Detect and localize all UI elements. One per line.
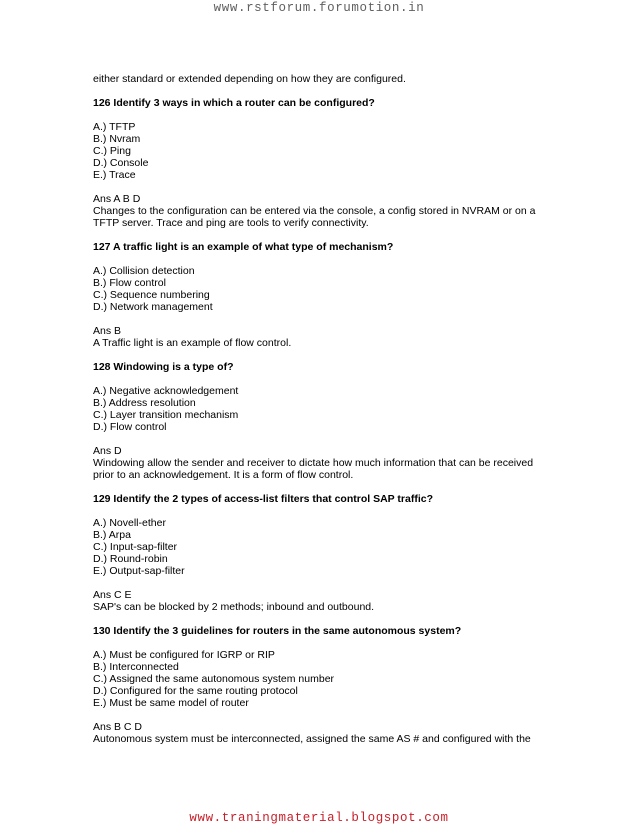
option-item: B.) Address resolution [93,397,196,409]
answer-block [93,325,553,349]
answer-explanation: Changes to the configuration can be entered via the console, a config stored in NVRAM or on a TFTP server. Trace and ping are tools to verify connectivity. [93,205,536,229]
option-item: C.) Input-sap-filter [93,541,178,553]
options-list [93,121,553,181]
question-title: 128 Windowing is a type of? [93,361,234,373]
answer-block [93,721,553,745]
option-item: D.) Console [93,157,149,169]
question-block [93,97,553,229]
question-block [93,493,553,613]
answer-block [93,589,553,613]
options-list [93,649,553,709]
option-item: D.) Network management [93,301,213,313]
question-title: 126 Identify 3 ways in which a router can be configured? [93,97,375,109]
option-item: E.) Must be same model of router [93,697,249,709]
option-item: A.) Must be configured for IGRP or RIP [93,649,275,661]
answer-explanation: SAP's can be blocked by 2 methods; inbound and outbound. [93,601,375,613]
answer-explanation: A Traffic light is an example of flow control. [93,337,292,349]
question-block [93,361,553,481]
intro-paragraph: either standard or extended depending on how they are configured. [93,73,406,85]
option-item: A.) TFTP [93,121,136,133]
answer-block [93,193,553,229]
option-item: C.) Ping [93,145,131,157]
option-item: D.) Configured for the same routing protocol [93,685,298,697]
option-item: B.) Arpa [93,529,131,541]
option-item: B.) Nvram [93,133,141,145]
footer-watermark: www.traningmaterial.blogspot.com [189,811,449,825]
document-body [93,73,553,745]
option-item: A.) Negative acknowledgement [93,385,239,397]
option-item: E.) Output-sap-filter [93,565,185,577]
question-title: 127 A traffic light is an example of what type of mechanism? [93,241,394,253]
option-item: A.) Novell-ether [93,517,166,529]
header-watermark: www.rstforum.forumotion.in [213,1,425,15]
answer-explanation: Windowing allow the sender and receiver to dictate how much information that can be received prior to an acknowledgement. It is a form of flow control. [93,457,534,481]
answer-key: Ans D [93,445,122,457]
option-item: E.) Trace [93,169,136,181]
option-item: C.) Layer transition mechanism [93,409,239,421]
option-item: B.) Flow control [93,277,166,289]
option-item: C.) Sequence numbering [93,289,210,301]
question-block [93,625,553,745]
answer-key: Ans A B D [93,193,141,205]
option-item: D.) Flow control [93,421,167,433]
option-item: A.) Collision detection [93,265,195,277]
answer-key: Ans C E [93,589,132,601]
question-title: 129 Identify the 2 types of access-list filters that control SAP traffic? [93,493,433,505]
question-block [93,241,553,349]
option-item: D.) Round-robin [93,553,168,565]
answer-explanation: Autonomous system must be interconnected, assigned the same AS # and configured with the [93,733,531,745]
answer-key: Ans B [93,325,122,337]
option-item: C.) Assigned the same autonomous system number [93,673,335,685]
options-list [93,265,553,313]
option-item: B.) Interconnected [93,661,179,673]
answer-key: Ans B C D [93,721,143,733]
options-list [93,385,553,433]
answer-block [93,445,553,481]
question-title: 130 Identify the 3 guidelines for routers in the same autonomous system? [93,625,462,637]
options-list [93,517,553,577]
